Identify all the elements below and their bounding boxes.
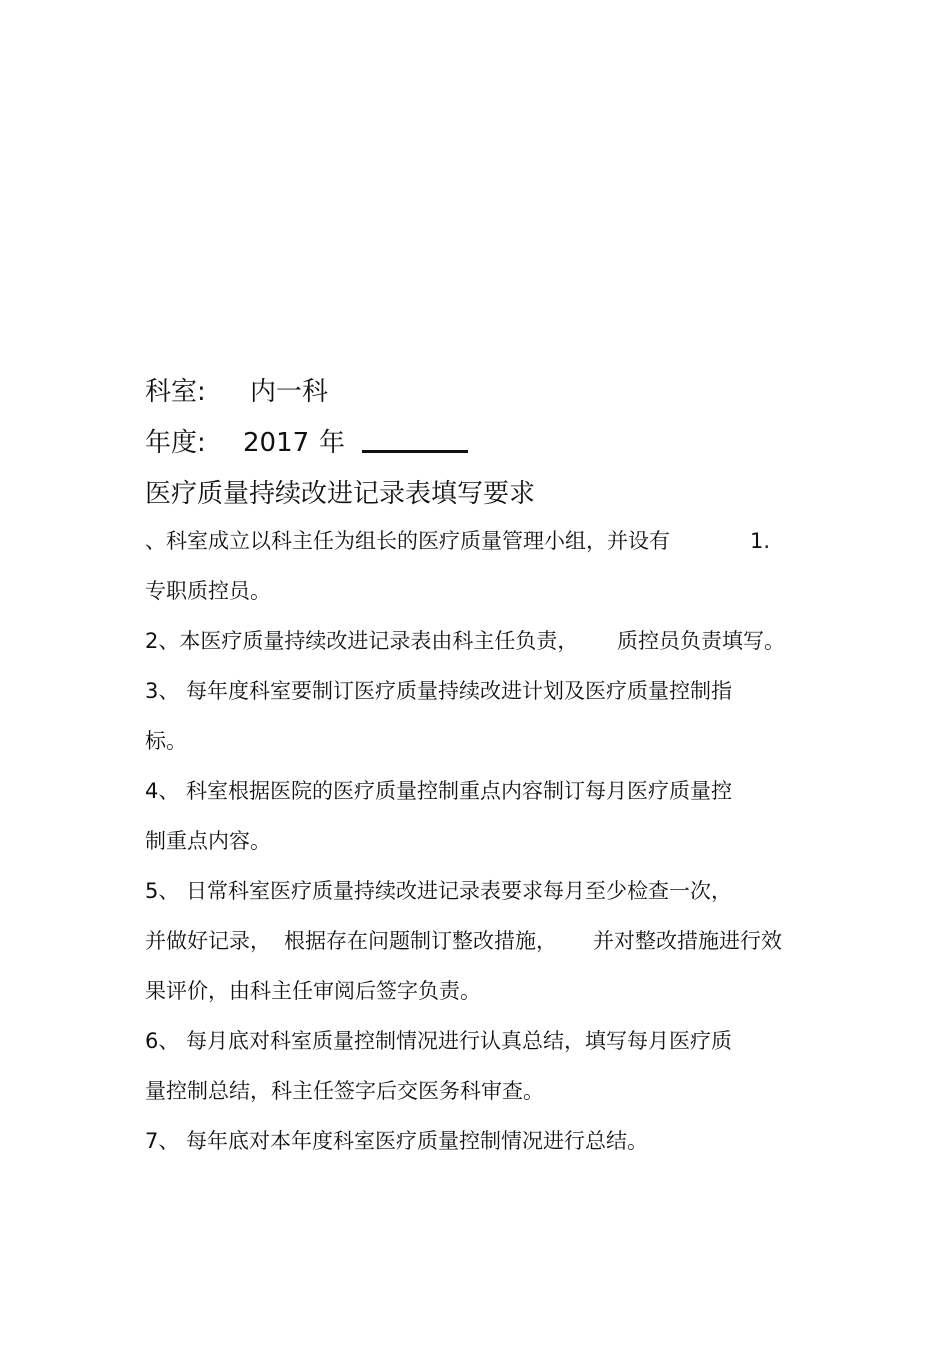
requirement-2-line-1 xyxy=(145,626,785,656)
page-title: 医疗质量持续改进记录表填写要求 xyxy=(145,479,536,509)
dept-row xyxy=(145,375,329,409)
requirement-5-line-2 xyxy=(145,926,782,956)
requirement-4-line-2: 制重点内容。 xyxy=(145,829,271,853)
requirement-5-line-3: 果评价，由科主任审阅后签字负责。 xyxy=(145,979,481,1003)
requirement-3-line-2: 标。 xyxy=(145,729,187,753)
requirement-1-line-1 xyxy=(145,526,771,556)
requirement-6-line-2: 量控制总结，科主任签字后交医务科审查。 xyxy=(145,1079,544,1103)
requirement-4-line-1: 4、 科室根据医院的医疗质量控制重点内容制订每月医疗质量控 xyxy=(145,779,733,803)
requirement-1-number: 1. xyxy=(750,529,771,553)
dept-label: 科室: xyxy=(145,377,206,407)
dept-value: 内一科 xyxy=(250,377,329,407)
requirement-5-text-c: 并对整改措施进行效 xyxy=(593,929,782,953)
year-row xyxy=(145,426,346,460)
requirement-2-text-a: 2、本医疗质量持续改进记录表由科主任负责， xyxy=(145,629,579,653)
requirement-5-text-a: 并做好记录， xyxy=(145,929,271,953)
requirement-2-text-b: 质控员负责填写。 xyxy=(617,629,785,653)
requirement-5-text-b: 根据存在问题制订整改措施， xyxy=(284,929,557,953)
year-value: 2017 xyxy=(243,428,310,458)
requirement-5-line-1: 5、 日常科室医疗质量持续改进记录表要求每月至少检查一次， xyxy=(145,879,733,903)
requirement-1-line-2: 专职质控员。 xyxy=(145,579,271,603)
requirement-6-line-1: 6、 每月底对科室质量控制情况进行认真总结，填写每月医疗质 xyxy=(145,1029,733,1053)
year-blank-underline xyxy=(362,450,468,453)
requirement-7-line-1: 7、 每年底对本年度科室医疗质量控制情况进行总结。 xyxy=(145,1129,649,1153)
year-label: 年度: xyxy=(145,428,206,458)
requirement-3-line-1: 3、 每年度科室要制订医疗质量持续改进计划及医疗质量控制指 xyxy=(145,679,733,703)
year-unit: 年 xyxy=(319,428,346,458)
requirement-1-text: 、科室成立以科主任为组长的医疗质量管理小组，并设有 xyxy=(145,529,670,553)
